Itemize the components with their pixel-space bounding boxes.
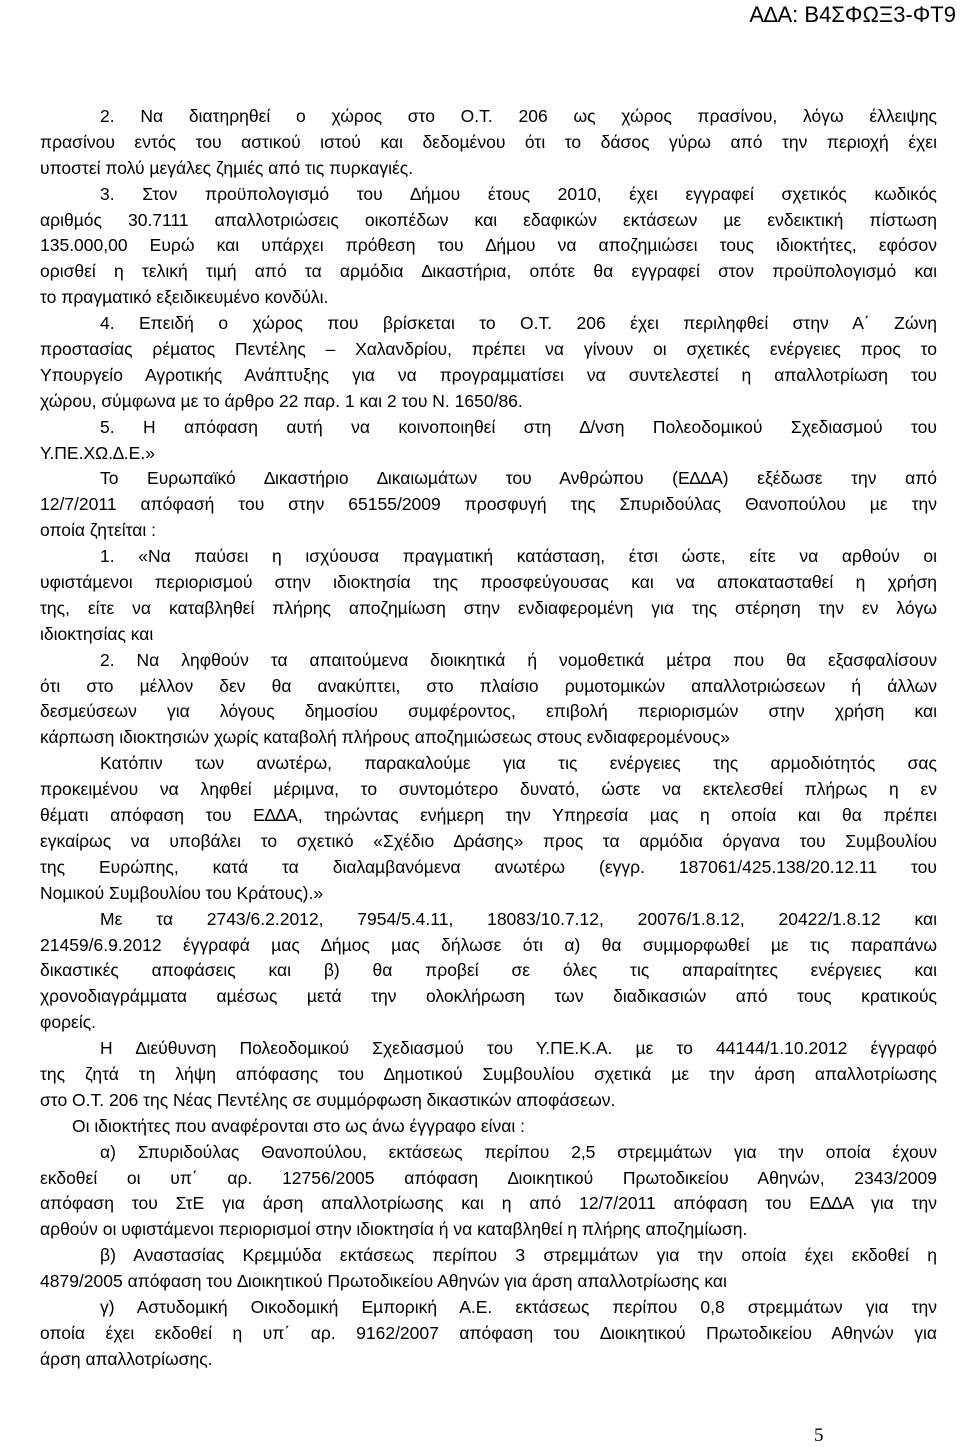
text-line: αριθµός 30.7111 απαλλοτριώσεις οικοπέδων και εδαφικών εκτάσεων µε ενδεικτική πίστωση — [40, 209, 937, 230]
text-line: ορισθεί η τελική τιµή από τα αρµόδια ∆ικαστήρια, οπότε θα εγγραφεί στον προϋπολογισµό και — [40, 261, 937, 282]
text-line: δεσµεύσεων για λόγους δηµοσίου συµφέροντος, επιβολή περιορισµών στην χρήση και — [40, 701, 937, 722]
text-line: υποστεί πολύ µεγάλες ζηµιές από τις πυρκαγιές. — [40, 157, 414, 178]
text-line: β) Αναστασίας Κρεµµύδα εκτάσεως περίπου 3 στρεµµάτων για την οποία έχει εκδοθεί η — [100, 1245, 937, 1266]
text-line: Υ.ΠΕ.ΧΩ.∆.Ε.» — [40, 442, 155, 463]
text-line: πρασίνου εντός του αστικού ιστού και δεδοµένου ότι το δάσος γύρω από την περιοχή έχει — [40, 131, 937, 152]
text-line: θέµατι απόφαση του Ε∆∆Α, τηρώντας ενήµερη την Υπηρεσία µας η οποία και θα πρέπει — [40, 805, 937, 826]
text-line: Το Ευρωπαϊκό ∆ικαστήριο ∆ικαιωµάτων του Ανθρώπου (Ε∆∆Α) εξέδωσε την από — [100, 468, 937, 489]
text-line: 3. Στον προϋπολογισµό του ∆ήµου έτους 2010, έχει εγγραφεί σχετικός κωδικός — [100, 183, 937, 204]
text-line: ότι στο µέλλον δεν θα ανακύπτει, στο πλαίσιο ρυµοτοµικών απαλλοτριώσεων ή άλλων — [40, 675, 937, 696]
text-line: α) Σπυριδούλας Θανοπούλου, εκτάσεως περίπου 2,5 στρεµµάτων για την οποία έχουν — [100, 1141, 937, 1162]
text-line: της ζητά τη λήψη απόφασης του ∆ηµοτικού Συµβουλίου σχετικά µε την άρση απαλλοτρίωσης — [40, 1063, 937, 1084]
ada-code-header: Α∆Α: Β4ΣΦΩΞ3-ΦΤ9 — [749, 2, 956, 27]
text-line: της Ευρώπης, κατά τα διαλαµβανόµενα ανωτέρω (εγγρ. 187061/425.138/20.12.11 του — [40, 856, 937, 877]
text-line: προκειµένου να ληφθεί µέριµνα, το συντοµότερο δυνατό, ώστε να εκτελεσθεί πλήρως η εν — [40, 779, 937, 800]
text-line: άρση απαλλοτρίωσης. — [40, 1348, 213, 1369]
text-line: 2. Να ληφθούν τα απαιτούµενα διοικητικά ή νοµοθετικά µέτρα που θα εξασφαλίσουν — [100, 649, 937, 670]
text-line: Με τα 2743/6.2.2012, 7954/5.4.11, 18083/10.7.12, 20076/1.8.12, 20422/1.8.12 και — [100, 908, 937, 929]
text-line: 4879/2005 απόφαση του ∆ιοικητικού Πρωτοδικείου Αθηνών για άρση απαλλοτρίωσης και — [40, 1271, 727, 1292]
text-line: εγκαίρως να υποβάλει το σχετικό «Σχέδιο ∆ράσης» προς τα αρµόδια όργανα του Συµβουλίου — [40, 830, 937, 851]
text-line: 2. Να διατηρηθεί ο χώρος στο Ο.Τ. 206 ως χώρος πρασίνου, λόγω έλλειψης — [100, 106, 937, 126]
text-line: Νοµικού Συµβουλίου του Κράτους).» — [40, 882, 324, 903]
text-line: οποία έχει εκδοθεί η υπ΄ αρ. 9162/2007 απόφαση του ∆ιοικητικού Πρωτοδικείου Αθηνών για — [40, 1322, 937, 1343]
text-line: χώρου, σύµφωνα µε το άρθρο 22 παρ. 1 και 2 του Ν. 1650/86. — [40, 390, 523, 411]
text-line: χρονοδιαγράµµατα αµέσως µετά την ολοκλήρωση των διαδικασιών από τους κρατικούς — [40, 986, 937, 1007]
text-line: Κατόπιν των ανωτέρω, παρακαλούµε για τις ενέργειες της αρµοδιότητός σας — [100, 753, 937, 774]
text-line: Οι ιδιοκτήτες που αναφέρονται στο ως άνω έγγραφο είναι : — [72, 1115, 526, 1136]
text-line: της, είτε να καταβληθεί πλήρης αποζηµίωση στην ενδιαφερoµένη για της στέρηση την εν λόγω — [40, 597, 937, 618]
text-line: ιδιοκτησίας και — [40, 623, 154, 644]
text-line: στο Ο.Τ. 206 της Νέας Πεντέλης σε συµµόρφωση δικαστικών αποφάσεων. — [40, 1089, 616, 1110]
text-line: 1. «Να παύσει η ισχύουσα πραγµατική κατάσταση, έτσι ώστε, είτε να αρθούν οι — [100, 546, 937, 567]
document-body — [40, 104, 937, 1373]
text-line: εκδοθεί οι υπ΄ αρ. 12756/2005 απόφαση ∆ιοικητικού Πρωτοδικείου Αθηνών, 2343/2009 — [40, 1167, 937, 1188]
text-line: φορείς. — [40, 1012, 97, 1033]
text-line: 21459/6.9.2012 έγγραφά µας ∆ήµος µας δήλωσε ότι α) θα συµµορφωθεί µε τις παραπάνω — [40, 934, 937, 955]
text-line: γ) Αστυδοµική Οικοδοµική Εµπορική Α.Ε. εκτάσεως περίπου 0,8 στρεµµάτων για την — [100, 1296, 937, 1317]
page-number: 5 — [814, 1425, 824, 1446]
text-line: 135.000,00 Ευρώ και υπάρχει πρόθεση του ∆ήµου να αποζηµιώσει τους ιδιοκτήτες, εφόσον — [40, 235, 937, 256]
text-line: Υπουργείο Αγροτικής Ανάπτυξης για να προγραµµατίσει να συντελεστεί η απαλλοτρίωση του — [40, 364, 937, 385]
text-line: δικαστικές αποφάσεις και β) θα προβεί σε όλες τις απαραίτητες ενέργειες και — [40, 960, 937, 981]
text-line: προστασίας ρέµατος Πεντέλης – Χαλανδρίου, πρέπει να γίνουν οι σχετικές ενέργειες προς το — [40, 339, 937, 360]
text-line: αρθούν οι υφιστάµενοι περιορισµοί στην ιδιοκτησία ή να καταβληθεί η πλήρης αποζηµίωση. — [40, 1219, 748, 1240]
text-line: 5. Η απόφαση αυτή να κοινοποιηθεί στη ∆/νση Πολεοδοµικού Σχεδιασµού του — [100, 416, 937, 437]
text-line: οποία ζητείται : — [40, 520, 157, 541]
text-line: το πραγµατικό εξειδικευµένο κονδύλι. — [40, 287, 329, 308]
text-line: Η ∆ιεύθυνση Πολεοδοµικού Σχεδιασµού του Υ.ΠΕ.Κ.Α. µε το 44144/1.10.2012 έγγραφό — [100, 1038, 937, 1059]
text-line: κάρπωση ιδιοκτησιών χωρίς καταβολή πλήρους αποζηµιώσεως στους ενδιαφεροµένους» — [40, 727, 731, 748]
text-line: απόφαση του ΣτΕ για άρση απαλλοτρίωσης και η από 12/7/2011 απόφαση του Ε∆∆Α για την — [40, 1193, 937, 1214]
text-line: υφιστάµενοι περιορισµού στην ιδιοκτησία της προσφεύγουσας και να αποκατασταθεί η χρήση — [40, 572, 937, 593]
text-line: 4. Επειδή ο χώρος που βρίσκεται το Ο.Τ. 206 έχει περιληφθεί στην Α΄ Ζώνη — [100, 313, 937, 334]
text-line: 12/7/2011 απόφασή του στην 65155/2009 προσφυγή της Σπυριδούλας Θανοπούλου µε την — [40, 494, 937, 515]
